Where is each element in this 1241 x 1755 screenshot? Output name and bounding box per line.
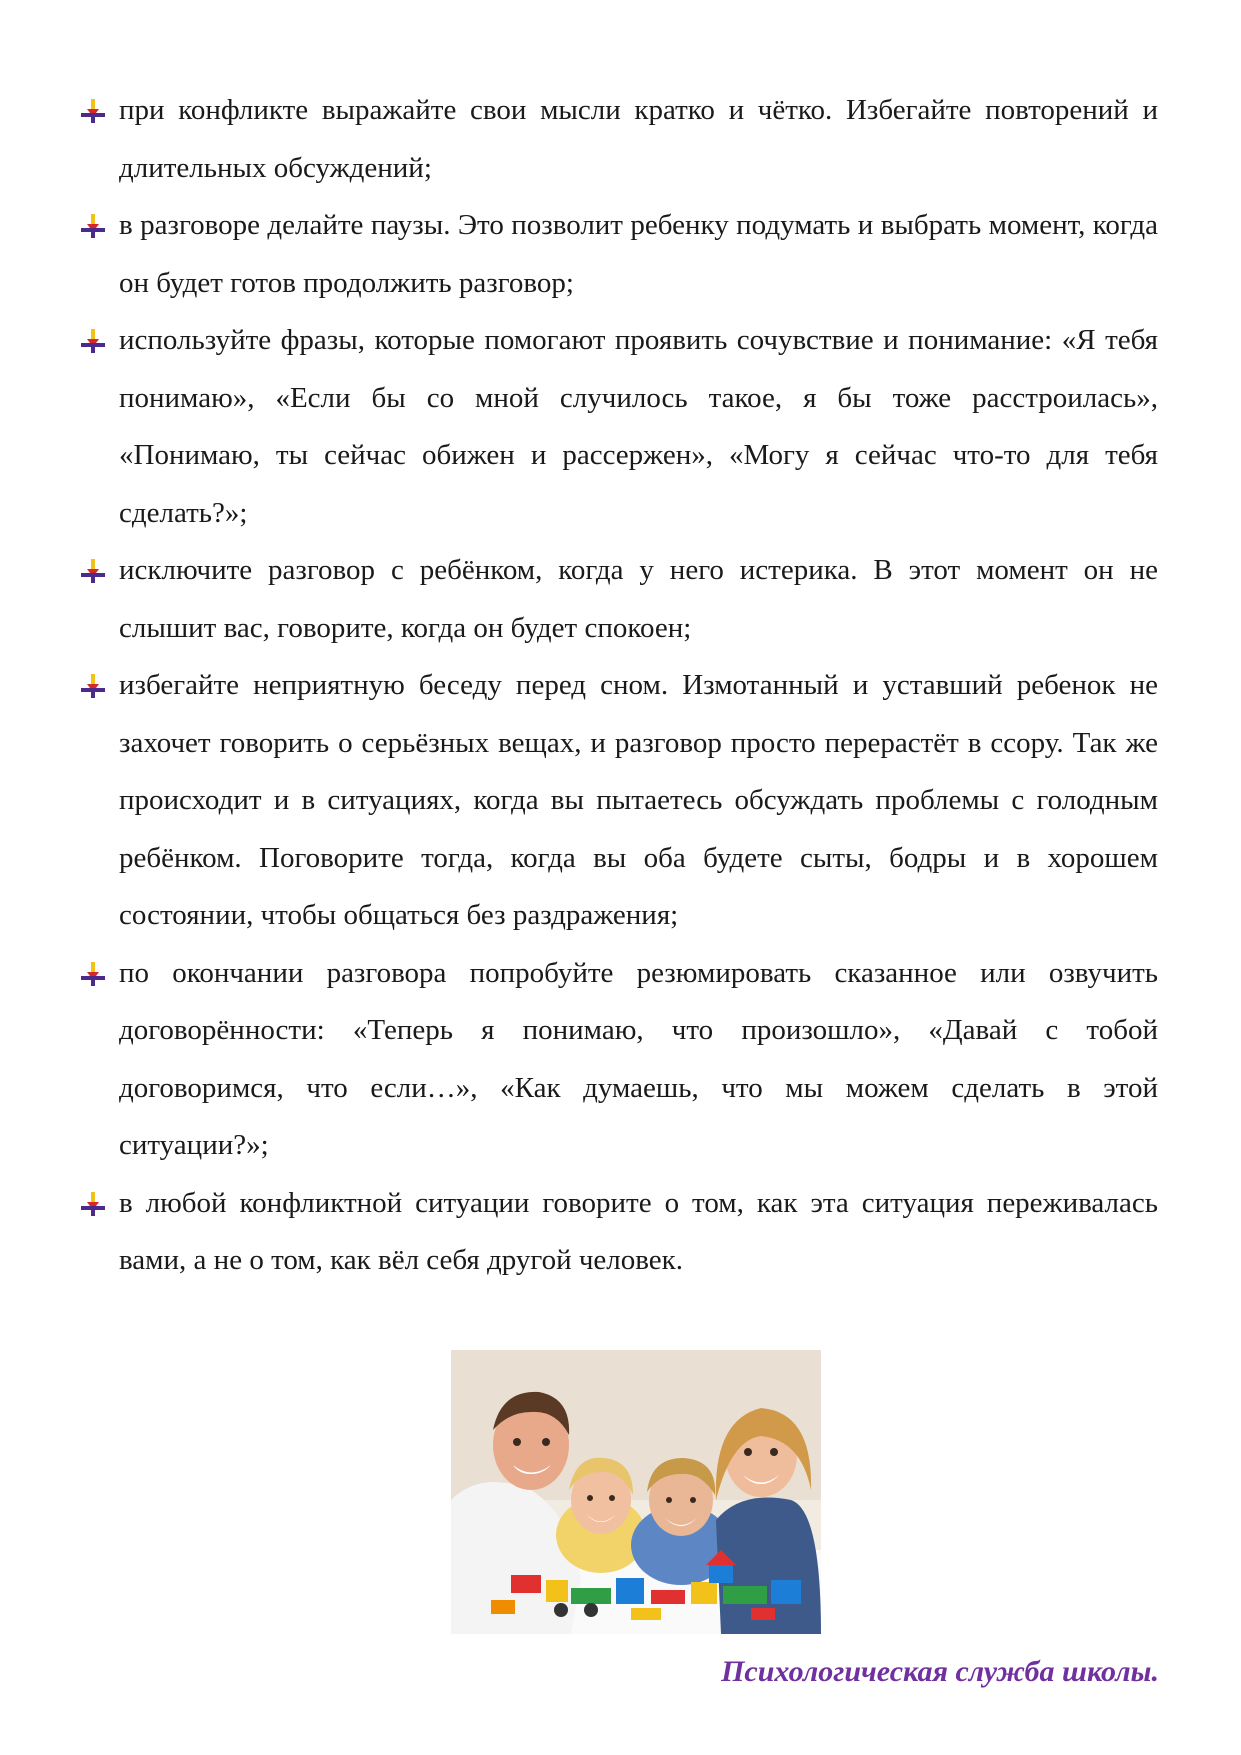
tip-text: в любой конфликтной ситуации говорите о том, как эта ситуация переживалась вами, а не о том, как вёл себя другой человек. [119, 1186, 1158, 1276]
arrow-cross-bullet-icon [80, 961, 106, 987]
arrow-cross-bullet-icon [80, 213, 106, 239]
family-illustration [451, 1350, 821, 1634]
arrow-cross-bullet-icon [80, 673, 106, 699]
tip-text: исключите разговор с ребёнком, когда у него истерика. В этот момент он не слышит вас, говорите, когда он будет спокоен; [119, 554, 1158, 644]
tip-item [80, 542, 1158, 657]
arrow-cross-bullet-icon [80, 1191, 106, 1217]
tip-item [80, 82, 1158, 197]
tip-text: избегайте неприятную беседу перед сном. Измотанный и уставший ребенок не захочет говорить о серьёзных вещах, и разговор просто перерастёт в ссору. Так же происходит и в ситуациях, когда вы пытаетесь обсуждать проблемы с голодным ребёнком. Поговорите тогда, когда вы оба будете сыты, бодры и в хорошем состоянии, чтобы общаться без раздражения; [119, 669, 1158, 931]
arrow-cross-bullet-icon [80, 558, 106, 584]
tip-text: используйте фразы, которые помогают проявить сочувствие и понимание: «Я тебя понимаю», «Если бы со мной случилось такое, я бы тоже расстроилась», «Понимаю, ты сейчас обижен и рассержен», «Могу я сейчас что-то для тебя сделать?»; [119, 324, 1158, 529]
tip-item [80, 197, 1158, 312]
tip-item [80, 657, 1158, 945]
arrow-cross-bullet-icon [80, 328, 106, 354]
tip-text: по окончании разговора попробуйте резюмировать сказанное или озвучить договорённости: «Теперь я понимаю, что произошло», «Давай с тобой договоримся, что если…», «Как думаешь, что мы можем сделать в этой ситуации?»; [119, 956, 1158, 1161]
tip-text: в разговоре делайте паузы. Это позволит ребенку подумать и выбрать момент, когда он будет готов продолжить разговор; [119, 209, 1158, 299]
tip-item [80, 312, 1158, 542]
tips-list [80, 82, 1158, 1290]
tip-item [80, 1175, 1158, 1290]
tip-item [80, 945, 1158, 1175]
arrow-cross-bullet-icon [80, 98, 106, 124]
tip-text: при конфликте выражайте свои мысли кратко и чётко. Избегайте повторений и длительных обсуждений; [119, 94, 1158, 184]
school-psychology-service-signature: Психологическая служба школы. [721, 1655, 1159, 1688]
family-playing-photo [451, 1350, 821, 1634]
